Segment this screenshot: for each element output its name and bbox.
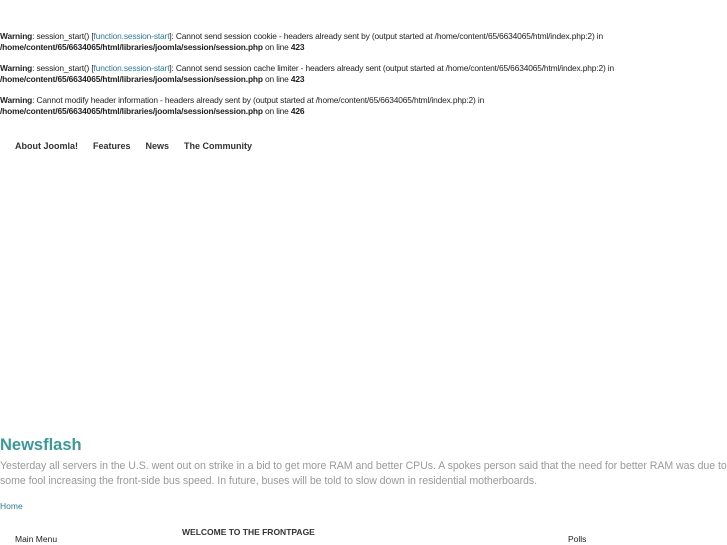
breadcrumb-home-link[interactable]: Home: [0, 501, 23, 511]
newsflash-body: Yesterday all servers in the U.S. went out on strike in a bid to get more RAM and better CPUs. A spokes person said that the need for better RAM was due to some fool increasing the front-side bus speed. In future, buses will be told to slow down in residential motherboards.: [0, 460, 727, 487]
file-path: /home/content/65/6634065/html/libraries/joomla/session/session.php: [0, 106, 263, 116]
nav-item-the-community[interactable]: The Community: [184, 141, 253, 151]
function-link[interactable]: function.session-start: [93, 31, 170, 41]
polls-heading: Polls: [568, 534, 587, 544]
newsflash-module: [0, 435, 727, 489]
warning-label: Warning: [0, 63, 33, 73]
warning-message: Warning: session_start() [function.session-start]: Cannot send session cookie - headers already sent by (output started at /home/content/65/6634065/html/index.php:2) in /home/content/65/6634065/html/libraries/joomla/session/session.php on line 423: [0, 31, 603, 52]
warning-message: Warning: Cannot modify header information - headers already sent by (output started at /home/content/65/6634065/html/index.php:2) in /home/content/65/6634065/html/libraries/joomla/session/session.php on line 426: [0, 95, 485, 116]
newsflash-title: Newsflash: [0, 436, 82, 454]
warning-label: Warning: [0, 95, 33, 105]
top-navigation: [15, 141, 267, 151]
php-warnings: [0, 31, 727, 127]
frontpage-heading: WELCOME TO THE FRONTPAGE: [182, 527, 315, 537]
file-path: /home/content/65/6634065/html/libraries/joomla/session/session.php: [0, 74, 263, 84]
warning-label: Warning: [0, 31, 33, 41]
line-number: 423: [290, 74, 305, 84]
nav-item-features[interactable]: Features: [93, 141, 131, 151]
function-link[interactable]: function.session-start: [93, 63, 170, 73]
warning-message: Warning: session_start() [function.session-start]: Cannot send session cache limiter - headers already sent (output started at /home/content/65/6634065/html/index.php:2) in /home/content/65/6634065/html/libraries/joomla/session/session.php on line 423: [0, 63, 615, 84]
line-number: 423: [290, 42, 305, 52]
main-menu-heading: Main Menu: [15, 534, 58, 544]
file-path: /home/content/65/6634065/html/libraries/joomla/session/session.php: [0, 42, 263, 52]
nav-item-news[interactable]: News: [145, 141, 170, 151]
line-number: 426: [290, 106, 305, 116]
nav-item-about-joomla[interactable]: About Joomla!: [15, 141, 78, 151]
